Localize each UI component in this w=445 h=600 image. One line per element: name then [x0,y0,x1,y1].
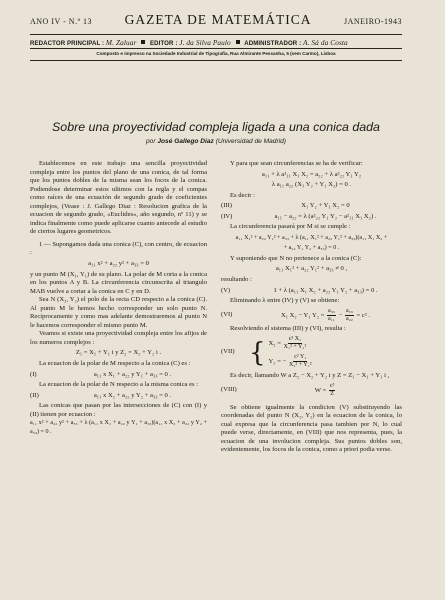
article-author: por José Gallego Diaz (Universidad de Madrid) [145,138,287,145]
equation: λ a₁₁ a₂₂ (X₁ Y₂ + Y₁ X₂) = 0 . [271,181,352,189]
equation-VIII: (VIII) W = $\frac{\text{c²}}{Z}$ [221,382,335,397]
separator-square-icon [141,40,145,44]
equation: a₁₁ x² + a₂₂ y² + a₃₃ + λ (a₁₁ x X₁ + a₂₂ y Y₁ + a₃₃)(a₁₁ x X₂ + a₂₂ y Y₂ + a₃₃) = 0 . [30,420,207,435]
journal-title: GAZETA DE MATEMÁTICA [124,12,312,27]
equation: a₁₁ + λ a²₁₁ X₁ X₂ = a₂₂ + λ a²₂₂ Y₁ Y₂ [261,170,362,178]
editor-label: EDITOR : [150,40,178,47]
equation-VII: (VII) { X₂ = $\frac{\text{c² X₁}}{\text{X₁² + Y₁²}}$ Y₂ = − $\frac{\text{c² Y₁}}{\text{X₁² + Y₁²}}$ [221,336,312,369]
author-name: José Gallego Diaz [157,138,214,145]
credits-rule [30,48,402,49]
left-column [30,160,207,436]
redactor-label: REDACTOR PRINCIPAL : [30,40,105,47]
paragraph: Eliminando λ entre (IV) y (V) se obtiene: [230,297,340,305]
equation: a₁₁ X₁² + a₂₂ Y₁² + a₃₃ + λ (a₁₁ X₁² + a₂₂ Y₁² + a₃₃)(a₁₁ X₁ X₂ + [235,234,388,241]
article-title: Sobre una proyectividad compleja ligada a una conica dada [52,120,380,134]
masthead-rule [30,34,402,35]
paragraph: Es decir : [230,191,255,199]
issue-date: JANEIRO-1943 [344,17,402,26]
author-affiliation: (Universidad de Madrid) [215,138,287,145]
admin-name: A. Sá da Costa [303,38,348,47]
paragraph: La ecuacion de la polar de M respecto a la conica (C) es : [39,360,191,368]
equation: a₁₁ x² + a₂₂ y² + a₃₃ = 0 [88,260,149,268]
paragraph: 1 — Supongamos dada una conica (C), con centro, de ecuacion : [30,240,207,257]
equation-I: (I) a₁₁ x X₁ + a₂₂ y Y₁ + a₃₃ = 0 . [30,370,172,378]
equation: + a₂₂ Y₁ Y₂ + a₃₃) = 0 . [283,245,340,252]
admin-label: ADMINISTRADOR : [244,40,302,47]
paragraph: Sea N (X₂, Y₂) el polo de la recta CD respecto a la conica (C). Al punto M le hemos hecho corresponder un solo punto N. Reciprocamente y como mas adelante demostraremos al punto N le hacemos corresponder el mismo punto M. [30,296,207,329]
equation: Z₁ = X₁ + Y₁ i y Z₂ = X₂ + Y₂ i . [75,349,162,357]
paragraph: Se obtiene igualmente la condicion (V) substituyendo las coordenadas del punto N (X₂, Y₂) en la ecuacion de la conica, lo cual expresa que la circunferencia pasa tambien por N, lo cual puede verse, directamente, en (VIII) que nos representa, pues, la ecuacion de una involucion compleja. Sus puntos dobles son, evidentemente, los focos de la conica, como a priori podia verse. [221,403,402,454]
paragraph: Las conicas que pasan por las intersecciones de (C) con (I) y (II) tienen por ecuacion : [30,402,207,418]
paragraph: resultando : [221,276,252,284]
paragraph: Veamos si existe una proyectividad compleja entre los afijos de los numeros complejos : [30,330,207,346]
printer-rule [30,60,402,61]
equation-V: (V) 1 + λ (a₁₁ X₁ X₂ + a₂₂ Y₁ Y₂ + a₃₃) = 0 . [221,286,378,294]
masthead [30,12,402,32]
separator-square-icon [236,40,240,44]
paragraph: Es decir, llamando W a Z₂ − X₂ + Y₂ i y Z = Z₁ − X₁ + Y₁ i , [230,372,390,380]
editor-name: J. da Silva Paulo [179,38,231,47]
equation-VI: (VI) X₁ X₂ − Y₁ Y₂ = $\frac{\text{a₃₃}}{\text{a₁₁}}$ − $\frac{\text{a₃₃}}{\text{a₂₂}}$ = c² . [221,307,371,322]
left-brace-icon: { [249,337,266,368]
equation-IV: (IV) a₁₁ − a₂₂ = λ (a²₂₂ Y₁ Y₂ − a²₁₁ X₁ X₂) . [221,212,377,220]
credits-line [30,38,402,47]
issue-number: ANO IV - N.º 13 [30,17,93,26]
printer-line: Composto e impresso na Sociedade Industrial de Tipografia, Rua Almirante Pessanha, 5 (sem Carmo), Lisboa [96,51,336,56]
paragraph: Establecemos en este trabajo una sencilla proyectividad compleja entre los puntos del plano de una conica, de tal forma que los puntos dobles de la misma sean los focos de la conica. Podiendose determinar estos ultimos con la regla y el compas como raíces de una ecuación de segundo grado de coeficientes complejos, (Vease : J. Gallego Diaz : Resolucion grafica de la ecuacion de segundo grado, «Euclides», año segundo, nº 11) y se indica finalmente como puede aplicarse cuanto antecede al estudio de ciertos lugares geometricos. [30,160,207,236]
paragraph: La ecuacion de la polar de N respecto a la misma conica es : [39,381,199,389]
paragraph: Y suponiendo que N no pertenece a la conica (C): [230,254,362,262]
paragraph: y un punto M (X₁, Y₁) de su plano. La polar de M corta a la conica en los puntos A y B. La circunferencia circunscrita al triangulo MAB vuelve a cortar a la conica en C y en D. [30,270,207,295]
paragraph: Y para que sean circunferencias se ha de verificar: [230,160,363,167]
right-column [221,160,402,455]
paragraph: La circunferencia pasará por M si se cumple : [230,223,351,231]
equation-II: (II) a₁₁ x X₂ + a₂₂ y Y₂ + a₃₃ = 0 . [30,391,172,399]
equation-III: (III) X₁ Y₂ + Y₁ X₂ = 0 [221,202,350,210]
equation: a₁₁ X₁² + a₂₂ Y₁² + a₃₃ ≠ 0 , [275,265,348,273]
redactor-name: M. Zaluar [105,38,137,47]
paragraph: Resolviendo el sistema (III) y (VI), resulta : [230,324,346,332]
